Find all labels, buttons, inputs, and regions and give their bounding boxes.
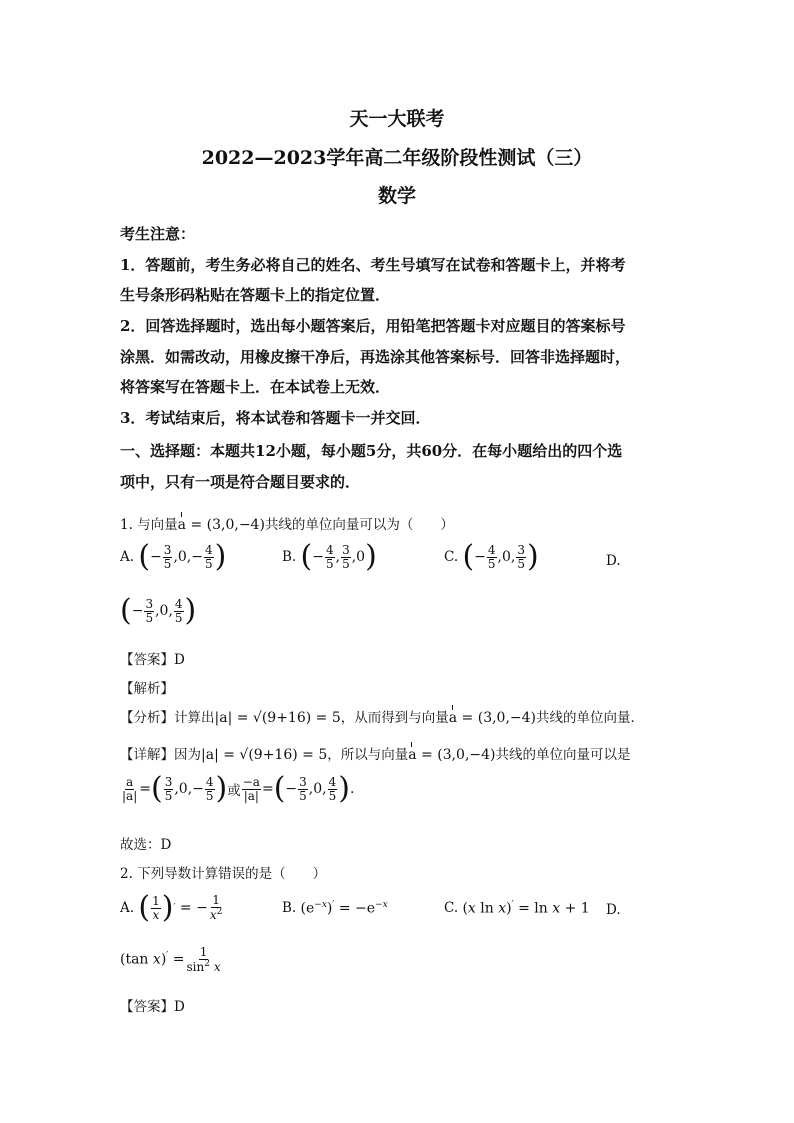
- notice-line: 生号条形码粘贴在答题卡上的指定位置．: [120, 286, 391, 304]
- notice-line: 3．考试结束后，将本试卷和答题卡一并交回．: [120, 409, 431, 427]
- q2-stem: 2. 下列导数计算错误的是（ ）: [120, 866, 327, 882]
- notice-line: 2．回答选择题时，选出每小题答案后，用铅笔把答题卡对应题目的答案标号: [120, 317, 626, 335]
- notice-heading: 考生注意：: [120, 225, 196, 243]
- q2-option-d: (tan x)′ = $\frac{1}{\sin^2 x}$: [120, 945, 221, 974]
- q1-option-d-label: D.: [606, 553, 621, 569]
- q1-jiexi: 【解析】: [120, 681, 174, 697]
- q1-answer: 【答案】D: [120, 652, 185, 668]
- q1-choose: 故选：D: [120, 837, 172, 853]
- q1-option-a: A. ( − $\frac{3}{5}$ ,0,− $\frac{4}{5}$ ): [120, 539, 227, 574]
- q1-unit-vectors: $\frac{a}{|a|}$ = ( $\frac{3}{5}$ ,0,− $\frac{4}{5}$ ) 或 $\frac{-a}{|a|}$ = ( − $\frac{3}{5}$ ,0, $\frac{4}{5}$ ) .: [122, 771, 355, 806]
- exam-title: 2022—2023学年高二年级阶段性测试（三）: [201, 147, 593, 169]
- section-heading: 项中，只有一项是符合题目要求的．: [120, 473, 361, 491]
- notice-line: 涂黑．如需改动，用橡皮擦干净后，再选涂其他答案标号．回答非选择题时，: [120, 348, 631, 366]
- q1-fenxi: 【分析】计算出|a| = √(9+16) = 5，从而得到与向量a = (3,0,−4)共线的单位向量．: [120, 710, 645, 726]
- q2-option-a: A. ( $\frac{1}{x}$ ) ′ = − $\frac{1}{x^2}$: [120, 890, 223, 925]
- q2-option-b: B. $(e^{-x})' = -e^{-x}$: [282, 900, 388, 917]
- section-heading: 一、选择题：本题共12小题，每小题5分，共60分．在每小题给出的四个选: [120, 442, 623, 460]
- q1-xiangjie: 【详解】因为|a| = √(9+16) = 5，所以与向量a = (3,0,−4)共线的单位向量可以是: [120, 747, 631, 763]
- q1-stem: 1. 与向量a = (3,0,−4)共线的单位向量可以为（ ）: [120, 517, 454, 533]
- subject-title: 数学: [377, 185, 416, 207]
- q2-answer: 【答案】D: [120, 999, 185, 1015]
- vector-a: a = (3,0,−4): [177, 517, 265, 533]
- org-title: 天一大联考: [349, 108, 445, 130]
- notice-line: 1．答题前，考生务必将自己的姓名、考生号填写在试卷和答题卡上，并将考: [120, 256, 626, 274]
- q1-option-c: C. ( − $\frac{4}{5}$ ,0, $\frac{3}{5}$ ): [444, 539, 539, 574]
- q1-option-b: B. ( − $\frac{4}{5}$ , $\frac{3}{5}$ ,0 ): [282, 539, 377, 574]
- q1-option-d: ( − $\frac{3}{5}$ ,0, $\frac{4}{5}$ ): [120, 593, 197, 628]
- notice-line: 将答案写在答题卡上．在本试卷上无效．: [120, 378, 391, 396]
- q2-option-d-label: D.: [606, 902, 621, 918]
- q2-option-c: C. (x ln x)′ = ln x + 1: [444, 900, 590, 917]
